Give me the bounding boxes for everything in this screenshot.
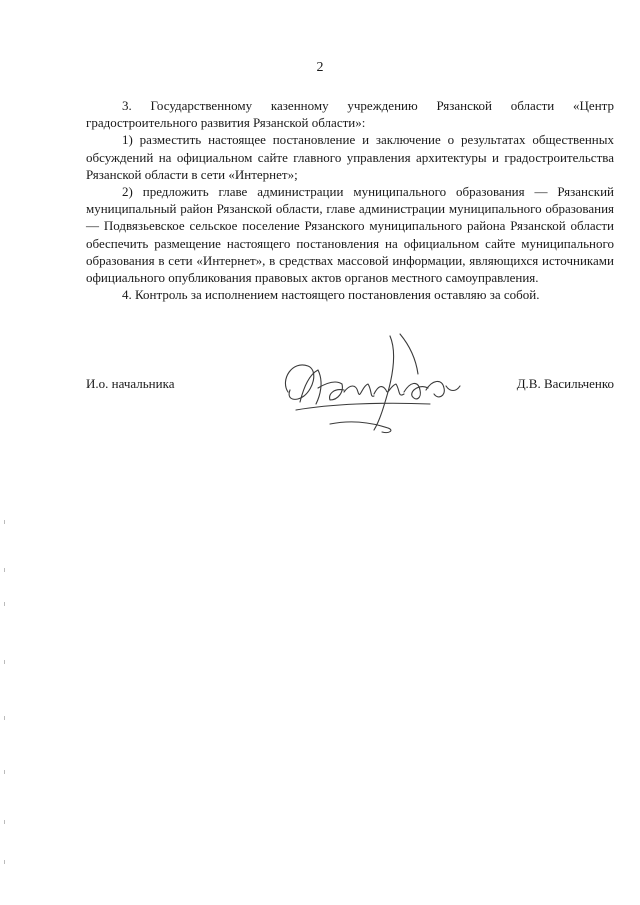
document-body (86, 97, 614, 303)
paragraph-subitem-2: 2) предложить главе администрации муниципального образования — Рязанский муниципальный район Рязанской области, главе администрации муниципального образования — Подвязьевское сельское поселение Рязанского муниципального района Рязанской области обеспечить размещение настоящего постановления на официальном сайте муниципального образования в сети «Интернет», в средствах массовой информации, являющихся источниками официального опубликования правовых актов органов местного самоуправления. (86, 184, 614, 286)
signer-name: Д.В. Васильченко (516, 376, 614, 391)
paragraph-item-3: 3. Государственному казенному учреждению Рязанской области «Центр градостроительного развития Рязанской области»: (86, 98, 614, 131)
scan-margin-artifacts (4, 520, 8, 880)
paragraph-subitem-1: 1) разместить настоящее постановление и заключение о результатах общественных обсуждений на официальном сайте главного управления архитектуры и градостроительства Рязанской области в сети «Интернет»; (86, 132, 614, 182)
signer-position: И.о. начальника (86, 376, 175, 391)
paragraph-item-4: 4. Контроль за исполнением настоящего постановления оставляю за собой. (122, 287, 540, 303)
page-number: 2 (316, 60, 324, 75)
handwritten-signature (270, 330, 480, 440)
